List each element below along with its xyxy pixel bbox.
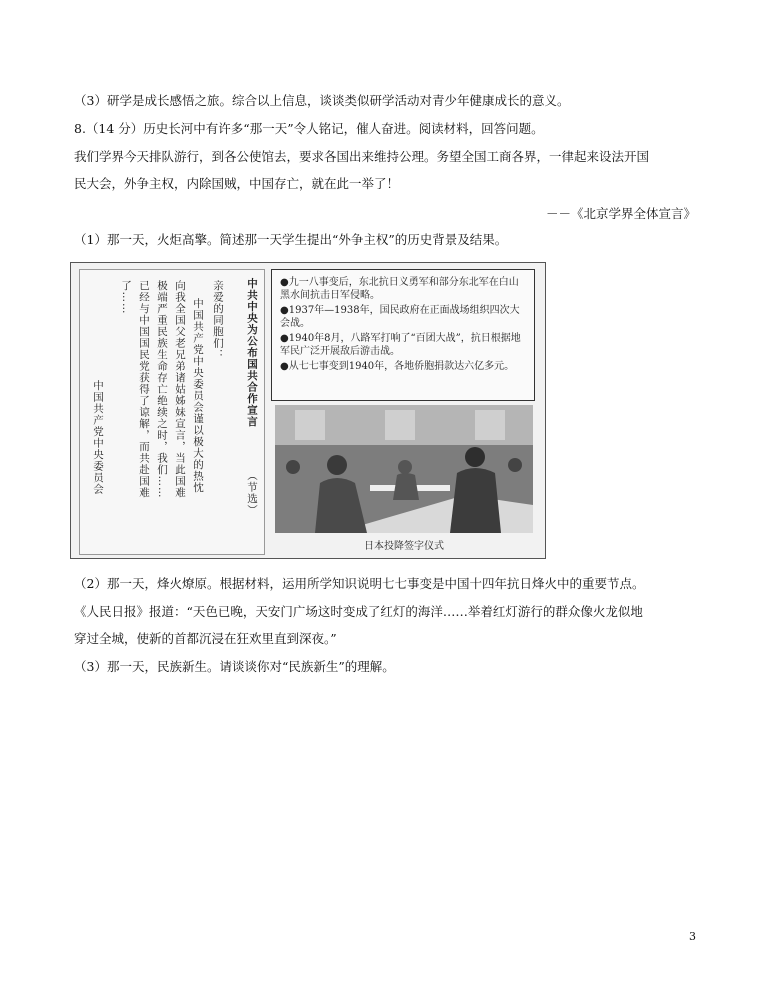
- fact-item: ●1940年8月，八路军打响了“百团大战”，抗日根据地军民广泛开展敌后游击战。: [280, 333, 521, 357]
- material-quote-line-1: 我们学界今天排队游行，到各公使馆去，要求各国出来维持公理。务望全国工商各界，一律起来设法开国: [74, 149, 650, 164]
- fact-item: ●1937年—1938年，国民政府在正面战场组织四次大会战。: [280, 305, 520, 329]
- manifesto-title: 中共中央为公布国共合作宣言: [246, 278, 258, 428]
- question-8-2: （2）那一天，烽火燎原。根据材料，运用所学知识说明七七事变是中国十四年抗日烽火中的重要节点。: [74, 576, 645, 591]
- question-8-intro: 8.（14 分）历史长河中有许多“那一天”令人铭记，催人奋进。阅读材料，回答问题。: [74, 121, 544, 136]
- photo-illustration: [275, 405, 533, 533]
- quote-source: －－《北京学界全体宣言》: [545, 206, 696, 221]
- manifesto-col: 已经与中国国民党获得了谅解，而共赴国难: [138, 280, 150, 499]
- renmin-quote-line-2: 穿过全城，使新的首都沉浸在狂欢里直到深夜。”: [74, 631, 337, 646]
- page-number: 3: [689, 930, 696, 943]
- photo-caption: 日本投降签字仪式: [364, 541, 444, 552]
- fact-item: ●九一八事变后，东北抗日义勇军和部分东北军在白山黑水间抗击日军侵略。: [280, 277, 519, 301]
- manifesto-greeting: 亲爱的同胞们：: [212, 280, 224, 361]
- material-quote-line-2: 民大会，外争主权，内除国贼，中国存亡，就在此一举了！: [74, 176, 400, 191]
- manifesto-col: 中国共产党中央委员会谨以极大的热忱: [192, 298, 204, 494]
- fact-item: ●从七七事变到1940年，各地侨胞捐款达六亿多元。: [280, 361, 515, 372]
- manifesto-subtitle: （节选）: [246, 470, 258, 516]
- question-7-3: （3）研学是成长感悟之旅。综合以上信息，谈谈类似研学活动对青少年健康成长的意义。: [74, 93, 570, 108]
- question-8-3: （3）那一天，民族新生。请谈谈你对“民族新生”的理解。: [74, 659, 395, 674]
- cooperation-manifesto: [79, 269, 265, 555]
- manifesto-col: 向我全国父老兄弟诸姑姊妹宣言，当此国难: [174, 280, 186, 499]
- material-figure: [70, 262, 546, 559]
- facts-box: [271, 269, 535, 401]
- renmin-quote-line-1: 《人民日报》报道：“天色已晚，天安门广场这时变成了红灯的海洋……举着红灯游行的群众像火龙似地: [74, 604, 643, 619]
- surrender-ceremony-photo: [275, 405, 533, 533]
- manifesto-col: 极端严重民族生命存亡绝续之时，我们……: [156, 280, 168, 499]
- manifesto-signature: 中国共产党中央委员会: [92, 380, 104, 495]
- manifesto-col: 了……: [120, 280, 132, 315]
- question-8-1: （1）那一天，火炬高擎。简述那一天学生提出“外争主权”的历史背景及结果。: [74, 232, 508, 247]
